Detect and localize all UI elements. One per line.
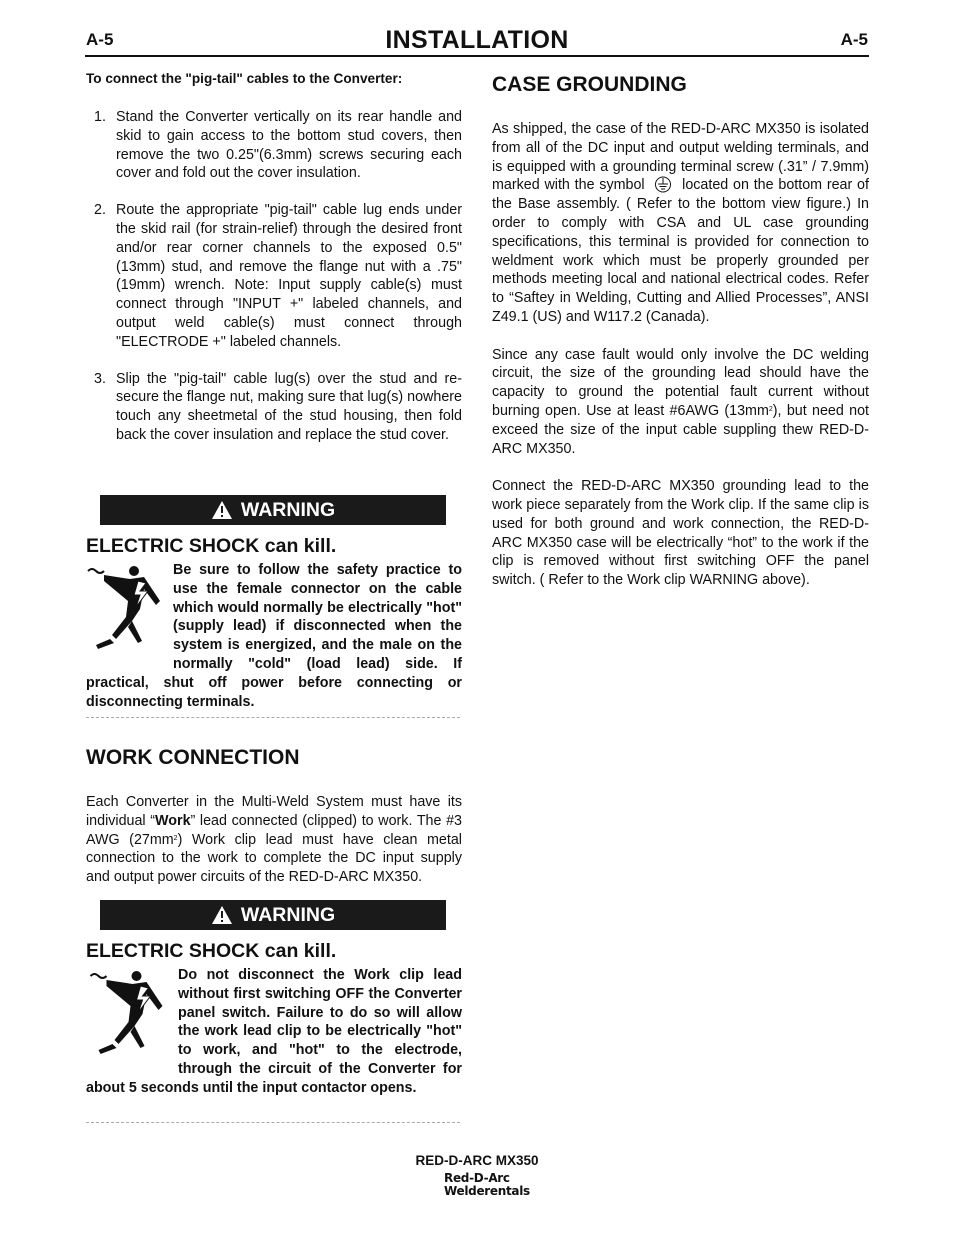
- warning-banner: [100, 495, 446, 525]
- page-title: INSTALLATION: [385, 26, 569, 54]
- warning-triangle-icon: [211, 905, 233, 925]
- electric-shock-icon: [86, 561, 171, 673]
- electric-shock-icon: [86, 966, 176, 1078]
- work-connection-heading: WORK CONNECTION: [86, 746, 300, 769]
- shock-warning-text: [86, 561, 462, 711]
- paragraph: Connect the RED-D-ARC MX350 grounding lead to the work piece separately from the Work clip. If the same clip is used for both ground and work connection, the RED-D-ARC MX350 case will be electrically “hot” to the work if the clip is removed without first switching OFF the panel switch. ( Refer to the Work clip WARNING above).: [492, 478, 869, 589]
- list-item: [86, 370, 462, 445]
- dashed-divider: [86, 717, 460, 718]
- footer-model: RED-D-ARC MX350: [415, 1153, 539, 1168]
- grounding-text-part: located on the bottom rear of the Base assembly. ( Refer to the bottom view figure.) In order to comply with CSA and UL case grounding specifications, this terminal is provided for connection to weldment work which must be properly grounded per methods meeting local and national electrical codes. Refer to “Saftey in Welding, Cutting and Allied Processes”, ANSI Z49.1 (US) and W117.2 (Canada).: [492, 177, 869, 325]
- grounding-text-part: Since any case fault would only involve the DC welding circuit, the size of the grounding lead should have the capacity to ground the potential fault current without burning open. Use at least #6AWG (13mm: [492, 346, 869, 419]
- work-text-part: Each Converter in the Multi-Weld System must have its individual “: [86, 794, 462, 829]
- warning-banner: [100, 900, 446, 930]
- list-item: [86, 201, 462, 351]
- step-text: Slip the "pig-tail" cable lug(s) over the stud and re-secure the flange nut, making sure that lug(s) nowhere touch any sheetmetal of the stud housing, then fold back the cover insulation and replace the stud cover.: [116, 370, 462, 443]
- shock-warning-body: Be sure to follow the safety practice to use the female connector on the cable which would normally be electrically "hot" (supply lead) if disconnected when the system is energized, and the male on the normally "cold" (load lead) side. If practical, shut off power before connecting or disconnecting terminals.: [86, 562, 462, 710]
- logo-line: Red-D-Arc: [444, 1171, 510, 1185]
- warning-label: WARNING: [240, 498, 336, 521]
- shock-heading: ELECTRIC SHOCK can kill.: [86, 940, 337, 962]
- paragraph: [492, 120, 869, 327]
- warning-label: WARNING: [240, 903, 336, 926]
- step-text: Route the appropriate "pig-tail" cable lug ends under the skid rail (for strain-relief) through the desired front and/or rear corner channels to the exposed 0.5"(13mm) stud, and remove the flange nut with a .75"(19mm) wrench. Note: Input supply cable(s) must connect through "INPUT +" labeled channels, and output weld cable(s) must connect through "ELECTRODE +" labeled channels.: [116, 202, 462, 350]
- page-number-right: A-5: [840, 30, 868, 49]
- company-logo: [444, 1172, 530, 1197]
- steps-list: [86, 108, 462, 463]
- case-grounding-heading: CASE GROUNDING: [492, 73, 687, 96]
- shock-warning-text: [86, 966, 462, 1098]
- work-text-bold: Work: [155, 812, 191, 829]
- work-text-part: ) Work clip lead must have clean metal connection to the work to complete the DC input supply and output power circuits of the RED-D-ARC MX350.: [86, 831, 462, 886]
- grounding-text-sup: 2: [768, 405, 773, 413]
- warning-triangle-icon: [211, 500, 233, 520]
- work-connection-text: [86, 793, 462, 887]
- ground-symbol-icon: [653, 176, 673, 193]
- shock-warning-body: Do not disconnect the Work clip lead without first switching OFF the Converter panel switch. Failure to do so will allow the work lead clip to be electrically "hot" to work, and "hot" to the electrode, through the circuit of the Converter for about 5 seconds until the input contactor opens.: [86, 967, 462, 1096]
- dashed-divider: [86, 1122, 460, 1123]
- pigtail-intro: To connect the "pig-tail" cables to the Converter:: [86, 71, 403, 86]
- header-rule: [85, 55, 869, 57]
- step-number: 3.: [94, 370, 106, 387]
- list-item: [86, 108, 462, 183]
- work-text-part: ” lead connected (clipped) to work. The #3 AWG (27mm: [86, 812, 463, 848]
- step-number: 1.: [94, 109, 106, 125]
- case-grounding-text: [492, 120, 869, 590]
- logo-line: Welderentals: [444, 1183, 530, 1198]
- step-number: 2.: [94, 202, 106, 219]
- grounding-text-part: ), but need not exceed the size of the input cable suppling thew RED-D-ARC MX350.: [492, 402, 869, 457]
- page-number-left: A-5: [86, 30, 114, 49]
- grounding-text-part: As shipped, the case of the RED-D-ARC MX350 is isolated from all of the DC input and output welding terminals, and is equipped with a grounding terminal screw (.31” / 7.9mm) marked with the symbol: [492, 121, 869, 194]
- shock-heading: ELECTRIC SHOCK can kill.: [86, 535, 337, 557]
- work-text-sup: 2: [173, 834, 178, 842]
- paragraph: [492, 346, 869, 459]
- step-text: Stand the Converter vertically on its rear handle and skid to gain access to the bottom stud covers, then remove the two 0.25"(6.3mm) screws securing each cover and fold out the cover insulation.: [116, 109, 462, 182]
